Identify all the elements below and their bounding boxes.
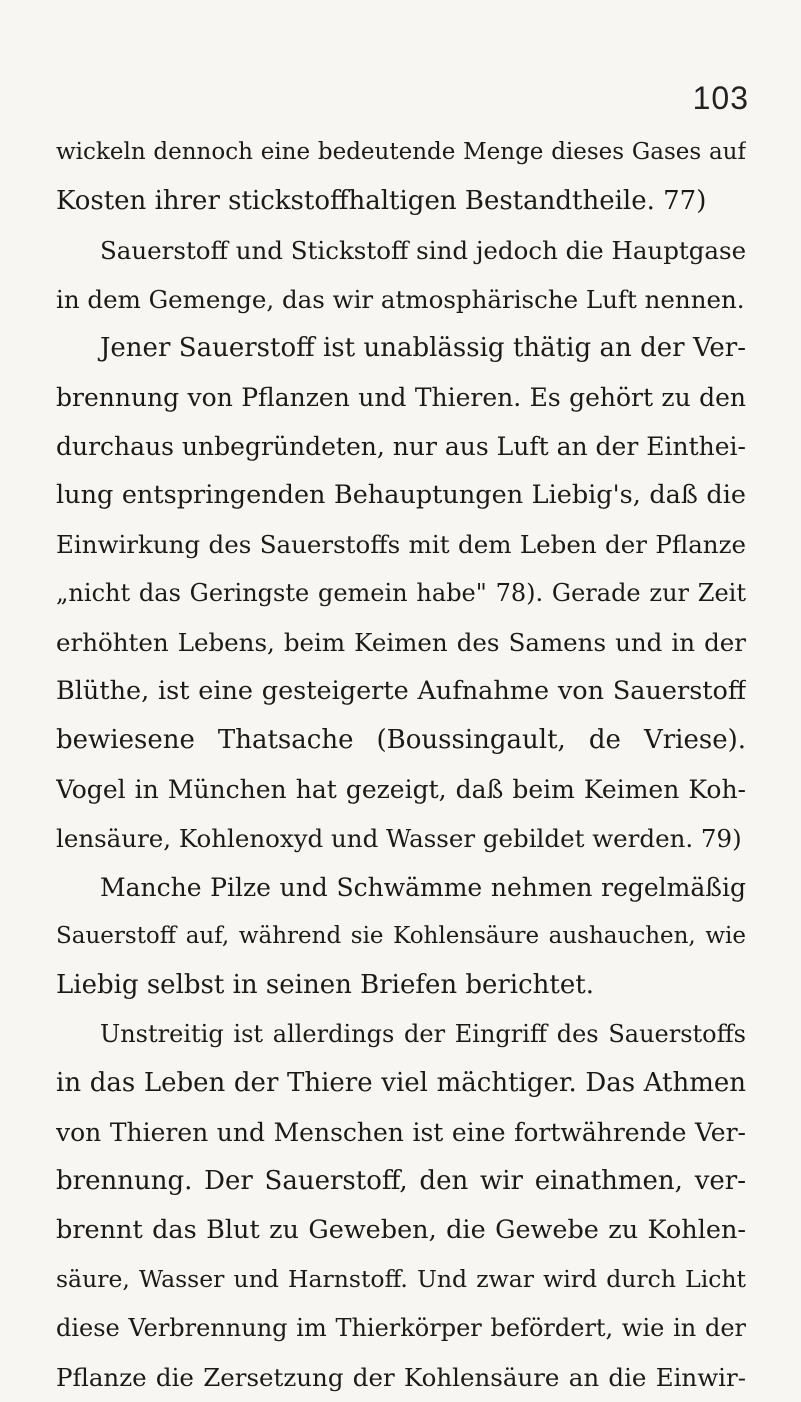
text-line: brennung. Der Sauerstoff, den wir einathmen, ver-: [56, 1166, 746, 1196]
text-line: säure, Wasser und Harnstoff. Und zwar wird durch Licht: [56, 1265, 746, 1293]
text-line: Sauerstoff und Stickstoff sind jedoch die Hauptgase: [100, 236, 746, 265]
body-text: [56, 128, 746, 1402]
text-line: bewiesene Thatsache (Boussingault, de Vriese).: [56, 725, 746, 755]
text-line: Manche Pilze und Schwämme nehmen regelmäßig: [100, 873, 746, 902]
text-line: Einwirkung des Sauerstoffs mit dem Leben der Pflanze: [56, 530, 746, 559]
text-line: Pflanze die Zersetzung der Kohlensäure an die Einwir-: [56, 1363, 746, 1392]
text-line: lensäure, Kohlenoxyd und Wasser gebildet werden. 79): [56, 824, 742, 853]
text-line: Liebig selbst in seinen Briefen berichtet.: [56, 970, 594, 1000]
text-line: diese Verbrennung im Thierkörper befördert, wie in der: [56, 1314, 746, 1342]
text-line: Sauerstoff auf, während sie Kohlensäure aushauchen, wie: [56, 923, 746, 949]
text-line: brennt das Blut zu Geweben, die Gewebe zu Kohlen-: [56, 1215, 746, 1245]
text-line: Kosten ihrer stickstoffhaltigen Bestandtheile. 77): [56, 186, 707, 216]
text-line: in das Leben der Thiere viel mächtiger. Das Athmen: [56, 1068, 746, 1098]
text-line: Jener Sauerstoff ist unablässig thätig an der Ver-: [100, 333, 746, 363]
text-line: durchaus unbegründeten, nur aus Luft an der Einthei-: [56, 432, 746, 461]
text-line: „nicht das Geringste gemein habe" 78). Gerade zur Zeit: [56, 579, 746, 607]
text-line: Unstreitig ist allerdings der Eingriff des Sauerstoffs: [100, 1020, 746, 1048]
text-line: in dem Gemenge, das wir atmosphärische Luft nennen.: [56, 285, 745, 314]
text-line: Vogel in München hat gezeigt, daß beim Keimen Koh-: [56, 775, 746, 804]
text-line: lung entspringenden Behauptungen Liebig's, daß die: [56, 480, 746, 510]
text-line: brennung von Pflanzen und Thieren. Es gehört zu den: [56, 383, 746, 412]
page-number: 103: [692, 80, 749, 116]
text-line: erhöhten Lebens, beim Keimen des Samens und in der: [56, 628, 746, 657]
text-line: Blüthe, ist eine gesteigerte Aufnahme von Sauerstoff: [56, 676, 746, 706]
text-line: von Thieren und Menschen ist eine fortwährende Ver-: [56, 1118, 746, 1147]
text-line: wickeln dennoch eine bedeutende Menge dieses Gases auf: [56, 139, 746, 165]
